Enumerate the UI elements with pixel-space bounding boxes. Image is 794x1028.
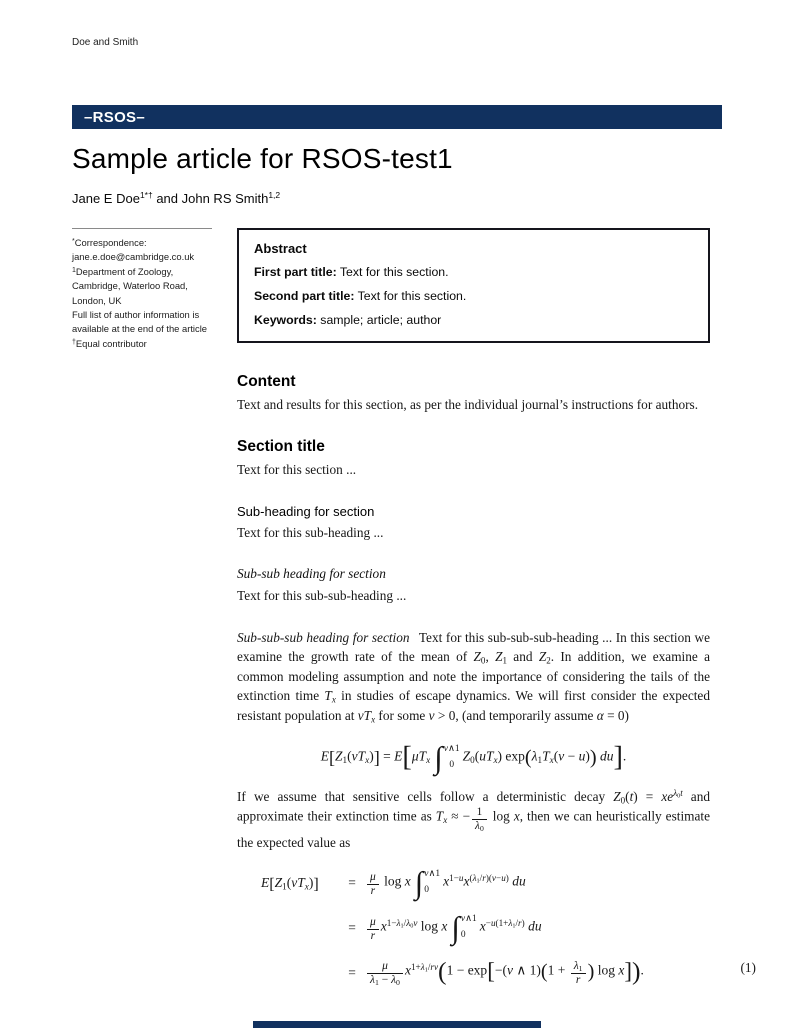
footer-bar (253, 1021, 541, 1028)
fraction: $\frac{\lambda_1}{r}$ (571, 960, 586, 987)
bracket: ( (540, 960, 548, 983)
subheading-paragraph: Text for this sub-heading ... (237, 524, 384, 540)
section-heading-content: Content (237, 372, 296, 390)
correspondence-line: †Equal contributor (72, 337, 147, 349)
author-1-affiliation-marks: 1*† (139, 190, 153, 200)
abstract-item: Keywords: sample; article; author (254, 312, 442, 327)
bracket: ] (373, 747, 380, 768)
fraction: $\frac{\mu}{r}$ (367, 871, 379, 898)
fraction: $\frac{1}{\lambda_0}$ (472, 806, 487, 833)
content-paragraph: Text and results for this section, as per the individual journal’s instructions for authors. (237, 396, 699, 412)
display-equation: $E[Z_1(vT_x)] = E[\mu T_x$ ∫ v∧1 0 $Z_0(uT_x) \exp(\lambda_1T_x(v - u))$ du]. (320, 740, 627, 776)
equation-number: (1) (740, 959, 756, 975)
bracket: ) (631, 956, 641, 986)
equals-sign: = (348, 920, 356, 936)
equation-rhs: $\frac{\mu}{r}$ log x ∫ v∧1 0 $x^{1-u}x^{(\lambda_1/r)(v-u)}$ du (365, 868, 710, 898)
integral: ∫ v∧1 0 (434, 740, 460, 776)
bracket: ) (587, 960, 595, 983)
abstract-item-label: Keywords: (254, 312, 317, 327)
bracket: [ (269, 875, 275, 894)
equation-row (261, 861, 710, 906)
journal-banner (72, 105, 722, 129)
integral: ∫ v∧1 0 (451, 910, 477, 946)
bracket: [ (487, 958, 495, 984)
correspondence-line: $^1$Department of Zoology, (72, 265, 174, 277)
correspondence-line: available at the end of the article (72, 323, 207, 335)
running-head: Doe and Smith (72, 37, 139, 48)
author-2-name: John RS Smith (181, 191, 269, 206)
abstract-item-label: Second part title: (254, 288, 355, 303)
correspondence-line: London, UK (72, 294, 122, 306)
equation-row (261, 906, 710, 951)
abstract-items (254, 265, 693, 329)
decay-paragraph: If we assume that sensitive cells follow a deterministic decay $Z_0(t) = xe^{\lambda_0t}$ and approximate their extinction time as $T_x$ ≈ − $\frac{1}{\lambda_0}$ log x, then we can heuristically estimate the expected value as (237, 788, 711, 851)
runin-paragraph: Sub-sub-sub heading for section Text for this sub-sub-sub-heading ... In this section we examine the growth rate of the mean of $Z_0$, $Z_1$ and $Z_2$. In addition, we examine a common modeling assumption and note the importance of considering the tails of the extinction time $T_x$ in studies of escape dynamics. We will first consider the expected resistant population at $vT_x$ for some v > 0, (and temporarily assume α = 0) (237, 629, 711, 725)
fraction: $\frac{\mu}{\lambda_1 - \lambda_0}$ (367, 960, 403, 987)
authors-connector: and (152, 191, 182, 206)
correspondence-line: Full list of author information is (72, 309, 200, 321)
correspondence-block (72, 228, 224, 996)
bracket: ] (624, 958, 632, 984)
author-2-affiliation-marks: 1,2 (268, 190, 281, 200)
journal-banner-label: –RSOS– (84, 108, 145, 126)
bracket: ( (438, 956, 447, 986)
abstract-item: Second part title: Text for this section. (254, 288, 467, 303)
bracket: [ (328, 747, 336, 768)
correspondence-line: jane.e.doe@cambridge.co.uk (72, 251, 195, 263)
correspondence-line: *Correspondence: (72, 237, 147, 248)
integral: ∫ v∧1 0 (414, 865, 441, 901)
bracket: ] (313, 875, 319, 894)
equation-lhs: $E[Z_1(vT_x)]$ (261, 875, 319, 894)
fraction: $\frac{\mu}{r}$ (367, 916, 379, 943)
author-1-name: Jane E Doe (72, 191, 140, 206)
correspondence-lines (72, 236, 224, 351)
bracket: ) (589, 746, 597, 769)
subsubheading-paragraph: Text for this sub-sub-heading ... (237, 588, 407, 604)
abstract-box (237, 228, 710, 343)
aligned-equations (261, 861, 756, 996)
correspondence-divider (72, 228, 212, 229)
subsubheading: Sub-sub heading for section (237, 566, 386, 582)
abstract-item-label: First part title: (254, 265, 337, 279)
correspondence-line: Cambridge, Waterloo Road, (72, 280, 188, 292)
bracket: ] (613, 741, 623, 773)
subheading: Sub-heading for section (237, 503, 375, 519)
equals-sign: = (348, 965, 356, 981)
equals-sign: = (348, 875, 356, 891)
bracket: ( (524, 746, 532, 769)
equation-rhs: $\frac{\mu}{\lambda_1 - \lambda_0}$ $x^{1+\lambda_1/rv}(1 - \exp[-(v$ ∧ 1)(1 + $\frac{\lambda_1}{r}$ ) log x]). (365, 960, 710, 987)
article-title: Sample article for RSOS-test1 (72, 143, 453, 174)
equation-rhs: $\frac{\mu}{r}$ $x^{1-\lambda_1/\lambda_0v}$ log x ∫ v∧1 0 $x^{-u(1+\lambda_1/r)}$ du (365, 913, 710, 943)
section-paragraph: Text for this section ... (237, 462, 357, 478)
bracket: [ (402, 741, 412, 773)
body-area (72, 228, 756, 996)
authors-line (72, 191, 280, 206)
main-column (237, 228, 756, 996)
equation-row (261, 951, 710, 996)
abstract-item: First part title: Text for this section. (254, 265, 449, 279)
abstract-heading: Abstract (254, 241, 307, 256)
section-heading-title: Section title (237, 438, 325, 456)
